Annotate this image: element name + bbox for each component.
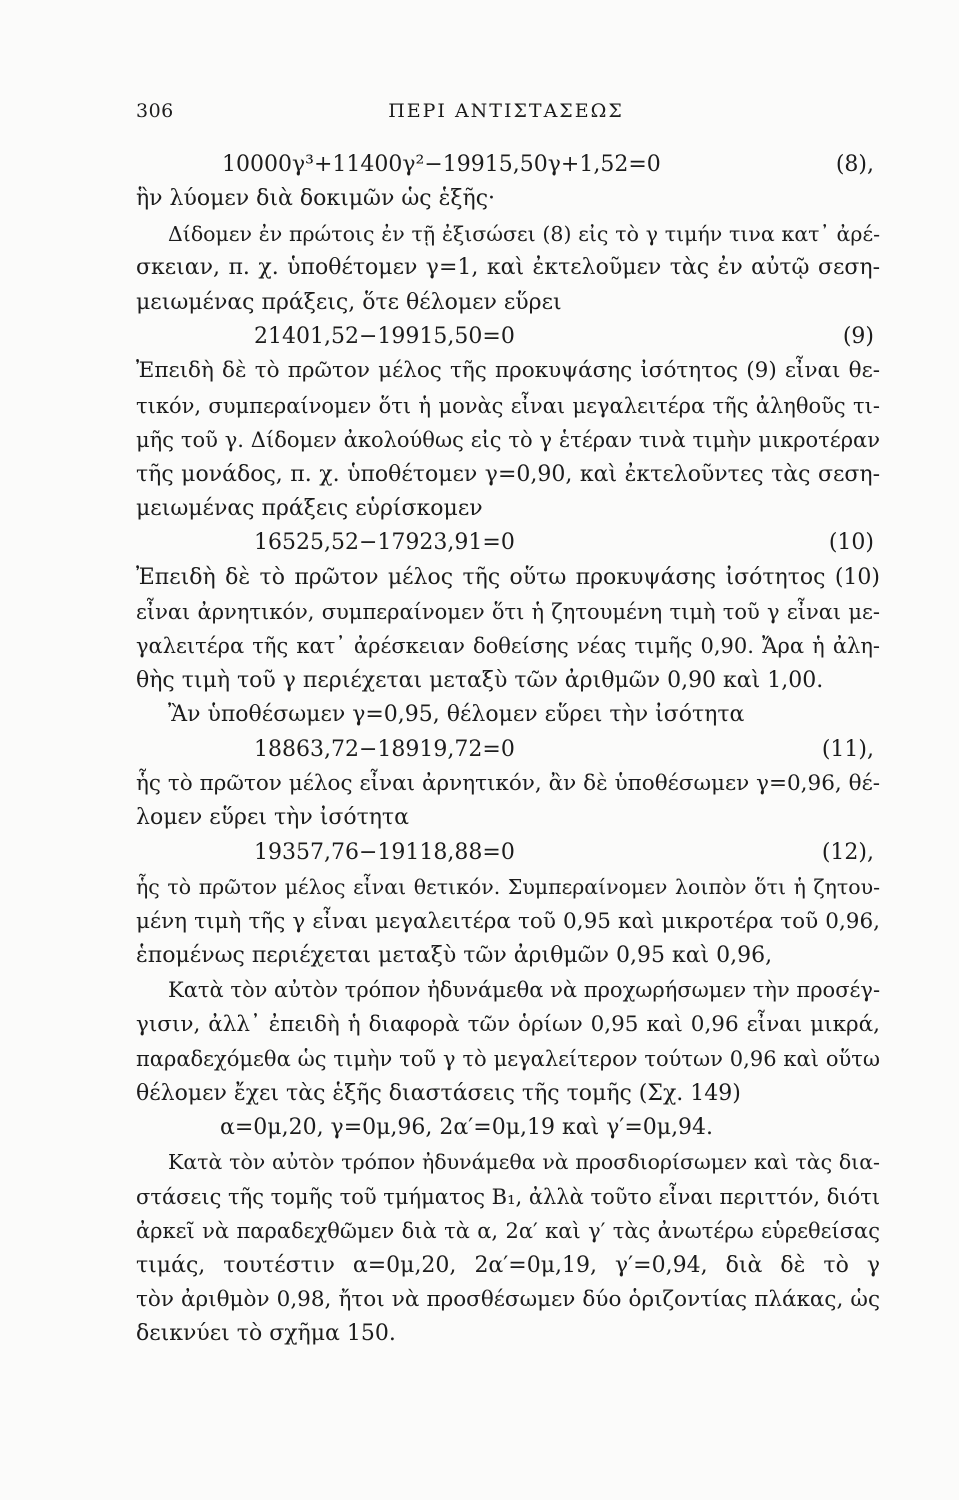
text-line: τιμάς, τουτέστιν α=0μ,20, 2α′=0μ,19, γ′=0,94, διὰ δὲ τὸ γ xyxy=(136,1252,880,1278)
equation-text: α=0μ,20, γ=0μ,96, 2α′=0μ,19 καὶ γ′=0μ,94. xyxy=(220,1114,714,1140)
equation-12 xyxy=(136,836,880,870)
text-line: Ἐπειδὴ δὲ τὸ πρῶτον μέλος τῆς οὕτω προκυψάσης ἰσότητος (10) xyxy=(136,564,880,590)
text-line: δεικνύει τὸ σχῆμα 150. xyxy=(136,1321,396,1347)
equation-10 xyxy=(136,526,880,560)
equation-11 xyxy=(136,733,880,767)
text-line: λομεν εὕρει τὴν ἰσότητα xyxy=(136,805,409,831)
equation-number: (10) xyxy=(828,530,874,556)
text-line: παραδεχόμεθα ὡς τιμὴν τοῦ γ τὸ μεγαλείτερον τούτων 0,96 καὶ οὕτω xyxy=(136,1047,880,1072)
text-line: Κατὰ τὸν αὐτὸν τρόπον ἠδυνάμεθα νὰ προσδιορίσωμεν καὶ τὰς δια- xyxy=(168,1150,880,1175)
text-line: Ἐπειδὴ δὲ τὸ πρῶτον μέλος τῆς προκυψάσης ἰσότητος (9) εἶναι θε- xyxy=(136,358,880,384)
page-number: 306 xyxy=(136,100,174,122)
equation-8 xyxy=(136,148,880,182)
text-line: γαλειτέρα τῆς κατ᾽ ἀρέσκειαν δοθείσης νέας τιμῆς 0,90. Ἄρα ἡ ἀλη- xyxy=(136,634,880,659)
text-line: εἶναι ἀρνητικόν, συμπεραίνομεν ὅτι ἡ ζητουμένη τιμὴ τοῦ γ εἶναι με- xyxy=(136,600,880,625)
text-line: μῆς τοῦ γ. Δίδομεν ἀκολούθως εἰς τὸ γ ἑτέραν τινὰ τιμὴν μικροτέραν xyxy=(136,428,880,453)
equation-text: 19357,76−19118,88=0 xyxy=(254,839,515,865)
equation-number: (11), xyxy=(821,736,874,762)
text-line: τῆς μονάδος, π. χ. ὑποθέτομεν γ=0,90, καὶ ἐκτελοῦντες τὰς σεση- xyxy=(136,461,880,487)
running-title: ΠΕΡΙ ΑΝΤΙΣΤΑΣΕΩΣ xyxy=(388,100,624,122)
text-line: μειωμένας πράξεις εὑρίσκομεν xyxy=(136,495,483,521)
text-line: ἧς τὸ πρῶτον μέλος εἶναι θετικόν. Συμπεραίνομεν λοιπὸν ὅτι ἡ ζητου- xyxy=(136,875,880,900)
equation-9 xyxy=(136,320,880,354)
dimensions-equation xyxy=(136,1111,880,1145)
equation-number: (8), xyxy=(835,152,874,177)
text-line: τὸν ἀριθμὸν 0,98, ἤτοι νὰ προσθέσωμεν δύο ὁριζοντίας πλάκας, ὡς xyxy=(136,1286,880,1312)
text-line: τικόν, συμπεραίνομεν ὅτι ἡ μονὰς εἶναι μεγαλειτέρα τῆς ἀληθοῦς τι- xyxy=(136,393,880,418)
text-line: σκειαν, π. χ. ὑποθέτομεν γ=1, καὶ ἐκτελοῦμεν τὰς ἐν αὐτῷ σεση- xyxy=(136,255,880,281)
equation-text: 16525,52−17923,91=0 xyxy=(254,530,515,556)
equation-number: (12), xyxy=(821,839,874,865)
text-line: θέλομεν ἔχει τὰς ἑξῆς διαστάσεις τῆς τομῆς (Σχ. 149) xyxy=(136,1080,741,1106)
text-line: Ἂν ὑποθέσωμεν γ=0,95, θέλομεν εὕρει τὴν ἰσότητα xyxy=(168,702,745,728)
text-line: στάσεις τῆς τομῆς τοῦ τμήματος Β₁, ἀλλὰ τοῦτο εἶναι περιττόν, διότι xyxy=(136,1184,880,1209)
page-header xyxy=(136,100,876,130)
text-line: μένη τιμὴ τῆς γ εἶναι μεγαλειτέρα τοῦ 0,95 καὶ μικροτέρα τοῦ 0,96, xyxy=(136,908,880,934)
text-line: ἧς τὸ πρῶτον μέλος εἶναι ἀρνητικόν, ἂν δὲ ὑποθέσωμεν γ=0,96, θέ- xyxy=(136,771,880,797)
text-line: Δίδομεν ἐν πρώτοις ἐν τῇ ἐξισώσει (8) εἰς τὸ γ τιμήν τινα κατ᾽ ἀρέ- xyxy=(168,221,880,246)
text-line: ἑπομένως περιέχεται μεταξὺ τῶν ἀριθμῶν 0,95 καὶ 0,96, xyxy=(136,942,773,968)
text-line: θὴς τιμὴ τοῦ γ περιέχεται μεταξὺ τῶν ἀριθμῶν 0,90 καὶ 1,00. xyxy=(136,667,824,693)
equation-text: 21401,52−19915,50=0 xyxy=(254,323,515,349)
text-line: ἀρκεῖ νὰ παραδεχθῶμεν διὰ τὰ α, 2α′ καὶ γ′ τὰς ἀνωτέρω εὑρεθείσας xyxy=(136,1219,880,1244)
text-line: ἣν λύομεν διὰ δοκιμῶν ὡς ἑξῆς· xyxy=(136,186,496,212)
text-line: Κατὰ τὸν αὐτὸν τρόπον ἠδυνάμεθα νὰ προχωρήσωμεν τὴν προσέγ- xyxy=(168,978,880,1003)
equation-text: 10000γ³+11400γ²−19915,50γ+1,52=0 xyxy=(222,152,661,177)
page-body xyxy=(136,148,880,1352)
text-line: γισιν, ἀλλ᾽ ἐπειδὴ ἡ διαφορὰ τῶν ὁρίων 0,95 καὶ 0,96 εἶναι μικρά, xyxy=(136,1011,880,1037)
text-line: μειωμένας πράξεις, ὅτε θέλομεν εὕρει xyxy=(136,289,562,315)
equation-text: 18863,72−18919,72=0 xyxy=(254,736,515,762)
equation-number: (9) xyxy=(842,323,874,349)
